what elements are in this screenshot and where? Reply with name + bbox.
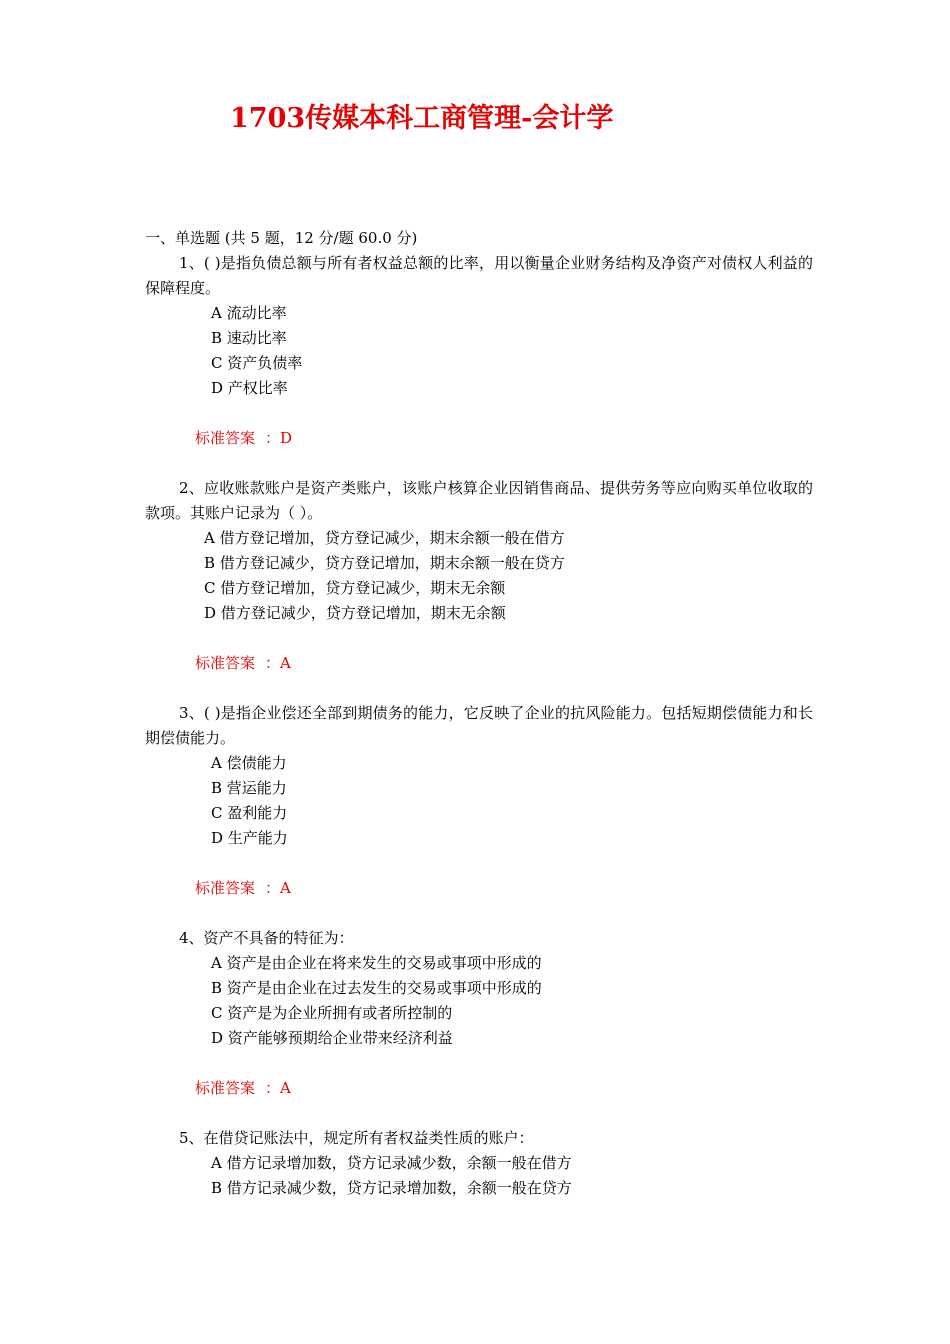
option-list — [145, 951, 813, 1051]
option-c: C 资产负债率 — [211, 354, 303, 372]
answer-colon: ： — [265, 879, 281, 897]
option-a: A 借方登记增加，贷方登记减少，期末余额一般在借方 — [204, 529, 565, 547]
option-d: D 资产能够预期给企业带来经济利益 — [211, 1029, 453, 1047]
question-2 — [145, 476, 813, 676]
question-5 — [145, 1126, 813, 1201]
option-b: B 资产是由企业在过去发生的交易或事项中形成的 — [211, 979, 542, 997]
standard-answer — [145, 1076, 813, 1101]
option-c: C 盈利能力 — [211, 804, 288, 822]
option-list — [145, 1151, 813, 1201]
option-d: D 生产能力 — [211, 829, 288, 847]
question-3 — [145, 701, 813, 901]
option-b: B 营运能力 — [211, 779, 287, 797]
question-stem: 3、( )是指企业偿还全部到期债务的能力，它反映了企业的抗风险能力。包括短期偿债能力和长期偿债能力。 — [145, 704, 813, 747]
standard-answer — [145, 651, 813, 676]
page-title: 1703传媒本科工商管理-会计学 — [230, 103, 614, 134]
option-d: D 借方登记减少，贷方登记增加，期末无余额 — [204, 604, 506, 622]
option-d: D 产权比率 — [211, 379, 288, 397]
option-list — [145, 751, 813, 851]
document-body — [145, 226, 813, 1201]
answer-label: 标准答案 — [195, 654, 256, 672]
standard-answer — [145, 876, 813, 901]
option-a: A 流动比率 — [211, 304, 287, 322]
question-stem: 1、( )是指负债总额与所有者权益总额的比率，用以衡量企业财务结构及净资产对债权人利益的保障程度。 — [145, 254, 813, 297]
question-4 — [145, 926, 813, 1101]
option-c: C 借方登记增加，贷方登记减少，期末无余额 — [204, 579, 506, 597]
question-stem: 2、应收账款账户是资产类账户，该账户核算企业因销售商品、提供劳务等应向购买单位收取的款项。其账户记录为（ ）。 — [145, 479, 813, 522]
answer-value: A — [280, 879, 291, 897]
option-c: C 资产是为企业所拥有或者所控制的 — [211, 1004, 453, 1022]
answer-value: A — [280, 654, 291, 672]
answer-colon: ： — [265, 654, 281, 672]
option-a: A 资产是由企业在将来发生的交易或事项中形成的 — [211, 954, 542, 972]
question-stem: 5、在借贷记账法中，规定所有者权益类性质的账户： — [179, 1129, 534, 1147]
answer-value: D — [280, 429, 293, 447]
answer-value: A — [280, 1079, 291, 1097]
option-b: B 借方记录减少数，贷方记录增加数，余额一般在贷方 — [211, 1179, 572, 1197]
option-list — [145, 301, 813, 401]
option-a: A 借方记录增加数，贷方记录减少数，余额一般在借方 — [211, 1154, 572, 1172]
option-list — [145, 526, 813, 626]
answer-colon: ： — [265, 1079, 281, 1097]
option-a: A 偿债能力 — [211, 754, 287, 772]
option-b: B 借方登记减少，贷方登记增加，期末余额一般在贷方 — [204, 554, 565, 572]
answer-label: 标准答案 — [195, 1079, 256, 1097]
answer-colon: ： — [265, 429, 281, 447]
question-1 — [145, 251, 813, 451]
standard-answer — [145, 426, 813, 451]
section-header: 一、单选题 (共 5 题，12 分/题 60.0 分) — [145, 229, 418, 247]
option-b: B 速动比率 — [211, 329, 287, 347]
question-stem: 4、资产不具备的特征为： — [179, 929, 354, 947]
answer-label: 标准答案 — [195, 879, 256, 897]
answer-label: 标准答案 — [195, 429, 256, 447]
